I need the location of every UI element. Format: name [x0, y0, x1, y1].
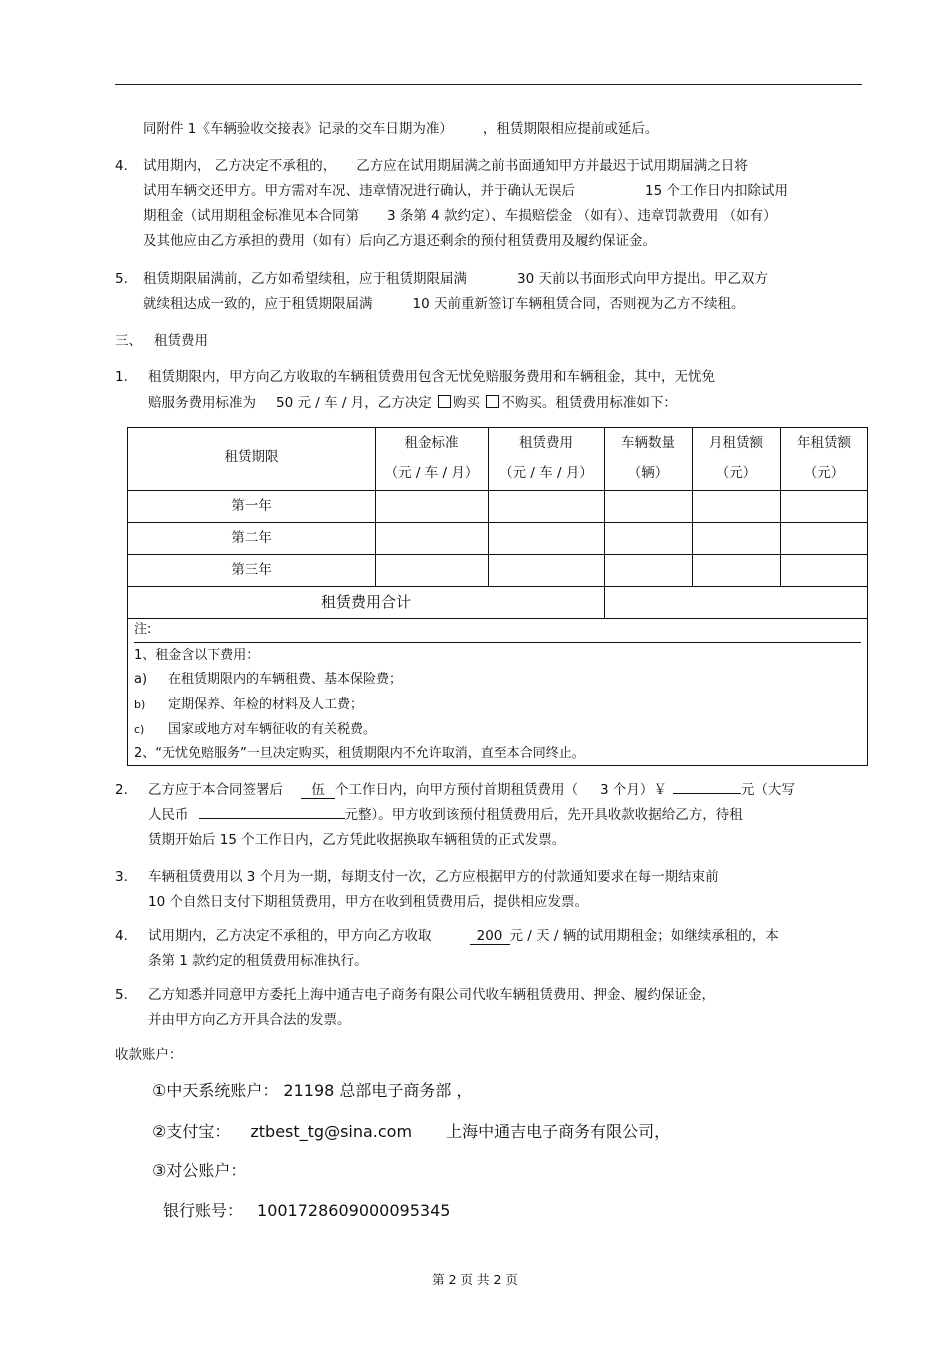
accounts-label: 收款账户： [115, 1047, 183, 1063]
clause-text: 试用期内， 乙方决定不承租的， 乙方应在试用期届满之前书面通知甲方并最迟于试用期届满之日将 [143, 158, 748, 174]
note-b: 定期保养、年检的材料及人工费； [168, 697, 364, 712]
days-field[interactable]: 伍 [301, 783, 335, 799]
clause-number: 2. [115, 782, 128, 798]
amount-field[interactable] [673, 793, 741, 794]
clause-text: 并由甲方向乙方开具合法的发票。 [148, 1012, 351, 1028]
clause-text: 租赁期限内，甲方向乙方收取的车辆租赁费用包含无忧免赔服务费用和车辆租金，其中，无忧免 [148, 369, 715, 385]
amount-words-field[interactable] [199, 818, 345, 819]
clause-text: 试用期内，乙方决定不承租的，甲方向乙方收取 200 元 / 天 / 辆的试用期租金；如继续承租的，本 [148, 928, 779, 944]
header-qty-unit: （辆） [627, 465, 669, 481]
header-fee: 租赁费用 [519, 435, 573, 451]
note-b-mark: b) [134, 698, 146, 711]
account-corporate: ③对公账户： [152, 1161, 247, 1180]
row-year-2: 第二年 [231, 530, 272, 546]
buy-checkbox[interactable] [438, 395, 451, 408]
header-rent-unit: （元 / 车 / 月） [384, 465, 479, 481]
clause-continuation: 同附件 1《车辆验收交接表》记录的交车日期为准） ，租赁期限相应提前或延后。 [143, 121, 659, 137]
clause-text: 试用车辆交还甲方。甲方需对车况、违章情况进行确认，并于确认无误后 15 个工作日内扣除试用 [143, 183, 788, 199]
clause-number: 1. [115, 369, 128, 385]
header-monthly: 月租赁额 [709, 435, 763, 451]
clause-text: 就续租达成一致的，应于租赁期限届满 10 天前重新签订车辆租赁合同，否则视为乙方不续租。 [143, 296, 745, 312]
clause-text: 乙方知悉并同意甲方委托上海中通吉电子商务有限公司代收车辆租赁费用、押金、履约保证金， [148, 987, 715, 1003]
note-c: 国家或地方对车辆征收的有关税费。 [168, 722, 377, 737]
clause-text: 及其他应由乙方承担的费用（如有）后向乙方退还剩余的预付租赁费用及履约保证金。 [143, 233, 656, 249]
clause-text: 赔服务费用标准为 50 元 / 车 / 月，乙方决定 购买 不购买。租赁费用标准如下： [148, 395, 677, 411]
rental-fee-table [127, 427, 868, 766]
note-a-mark: a) [134, 672, 148, 687]
header-fee-unit: （元 / 车 / 月） [499, 465, 593, 481]
header-rule [115, 84, 862, 85]
note-a: 在租赁期限内的车辆租费、基本保险费； [168, 672, 403, 687]
account-system: ①中天系统账户： 21198 总部电子商务部 ， [152, 1081, 473, 1100]
clause-number: 4. [115, 158, 128, 174]
trial-rent-field[interactable]: 200 [470, 929, 510, 945]
clause-text: 10 个自然日支付下期租赁费用，甲方在收到租赁费用后，提供相应发票。 [148, 894, 588, 910]
section-heading: 三、 租赁费用 [115, 333, 208, 349]
clause-text: 人民币 元整）。甲方收到该预付租赁费用后，先开具收款收据给乙方，待租 [148, 807, 743, 823]
total-label: 租赁费用合计 [320, 593, 411, 611]
header-yearly: 年租赁额 [797, 435, 851, 451]
not-buy-checkbox[interactable] [486, 395, 499, 408]
header-qty: 车辆数量 [621, 435, 675, 451]
clause-number: 4. [115, 928, 128, 944]
row-year-3: 第三年 [231, 562, 272, 578]
account-alipay: ②支付宝： ztbest_tg@sina.com 上海中通吉电子商务有限公司， [152, 1122, 671, 1141]
clause-text: 车辆租赁费用以 3 个月为一期，每期支付一次，乙方应根据甲方的付款通知要求在每一期结束前 [148, 869, 719, 885]
note-c-mark: c) [134, 723, 145, 736]
clause-text: 赁期开始后 15 个工作日内，乙方凭此收据换取车辆租赁的正式发票。 [148, 832, 566, 848]
clause-number: 3. [115, 869, 128, 885]
bank-account: 银行账号： 1001728609000095345 [163, 1201, 451, 1220]
header-monthly-unit: （元） [715, 465, 757, 481]
clause-number: 5. [115, 271, 128, 287]
header-rent: 租金标准 [404, 435, 459, 451]
header-yearly-unit: （元） [803, 465, 845, 481]
row-year-1: 第一年 [231, 498, 272, 514]
clause-text: 条第 1 款约定的租赁费用标准执行。 [148, 953, 368, 969]
clause-text: 期租金（试用期租金标准见本合同第 3 条第 4 款约定）、车损赔偿金 （如有）、违章罚款费用 （如有） [143, 208, 777, 224]
clause-text: 租赁期限届满前，乙方如希望续租，应于租赁期限届满 30 天前以书面形式向甲方提出。甲乙双方 [143, 271, 768, 287]
note-2: 2、“无忧免赔服务”一旦决定购买，租赁期限内不允许取消，直至本合同终止。 [134, 746, 585, 761]
note-1: 1、租金含以下费用： [134, 648, 260, 663]
header-period: 租赁期限 [224, 449, 279, 465]
clause-text: 乙方应于本合同签署后 伍 个工作日内，向甲方预付首期租赁费用（ 3 个月）￥ 元（大写 [148, 782, 795, 798]
note-label: 注: [134, 622, 152, 637]
page-footer: 第 2 页 共 2 页 [432, 1272, 518, 1287]
clause-number: 5. [115, 987, 128, 1003]
